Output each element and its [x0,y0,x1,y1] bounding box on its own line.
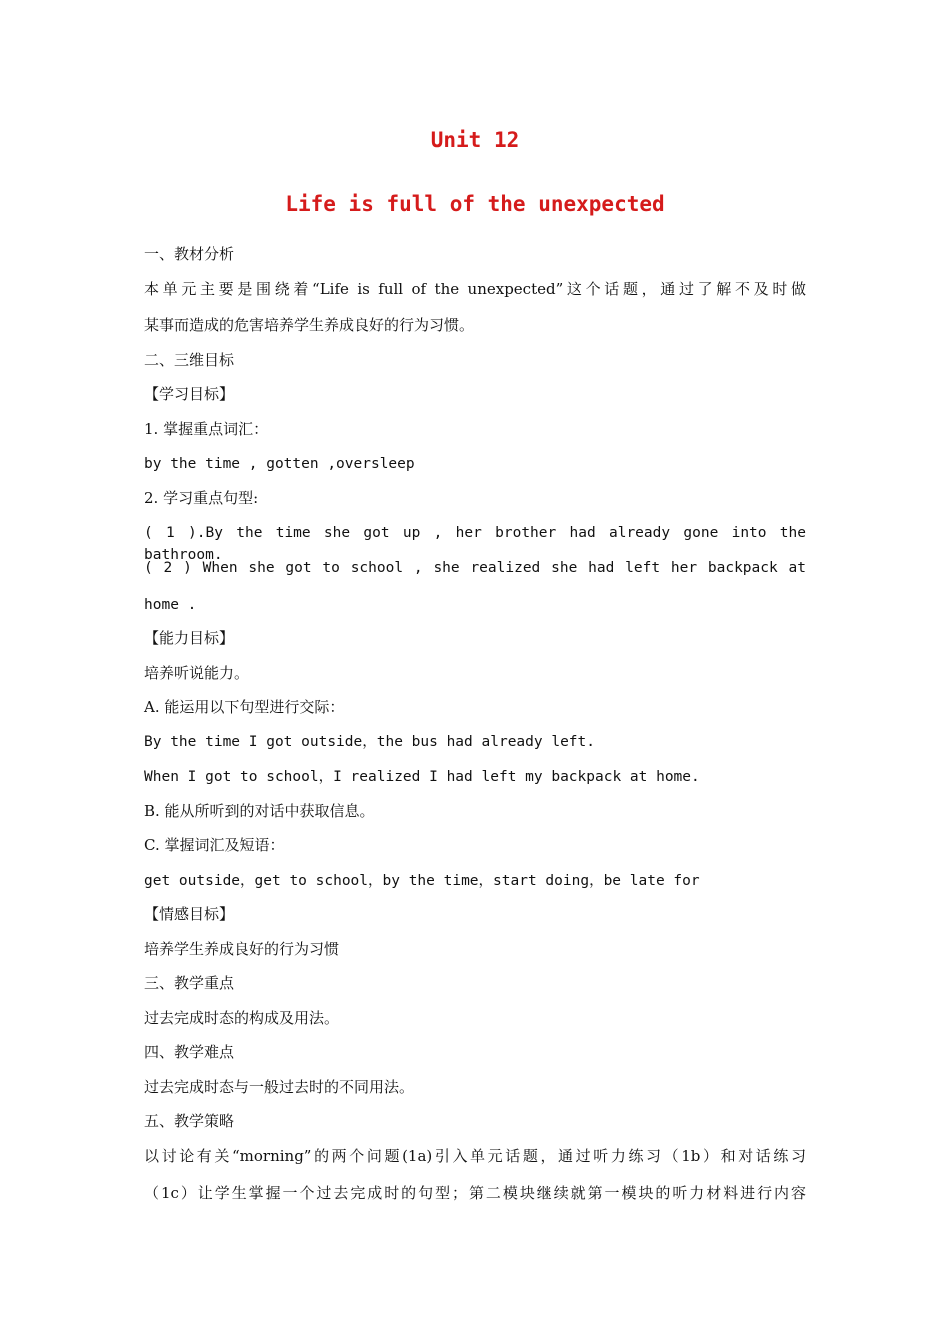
list-item: B. 能从所听到的对话中获取信息。 [144,802,375,820]
section-heading-4: 四、教学难点 [144,1043,235,1061]
paragraph-line: 以讨论有关“morning”的两个问题(1a)引入单元话题，通过听力练习（1b）和对话练习 [144,1147,806,1165]
list-item: C. 掌握词汇及短语： [144,836,285,854]
subsection-heading: 【能力目标】 [144,629,235,647]
paragraph-line: 培养学生养成良好的行为习惯 [144,940,340,958]
list-item: 1. 掌握重点词汇： [144,420,269,438]
sentence-line: ( 1 ).By the time she got up , her brother had already gone into the bathroom. [144,525,806,563]
section-heading-2: 二、三维目标 [144,351,235,369]
sentence-line: ( 2 ) When she got to school , she realized she had left her backpack at [144,560,806,576]
sentence-line: When I got to school，I realized I had left my backpack at home. [144,769,700,785]
section-heading-1: 一、教材分析 [144,245,235,263]
list-item: A. 能运用以下句型进行交际： [144,698,345,716]
paragraph-line: 某事而造成的危害培养学生养成良好的行为习惯。 [144,316,475,334]
vocabulary-line: by the time , gotten ,oversleep [144,456,415,472]
phrase-line: get outside，get to school，by the time，start doing，be late for [144,873,700,889]
subsection-heading: 【学习目标】 [144,385,235,403]
unit-title: Unit 12 [430,128,520,152]
paragraph-line: 本单元主要是围绕着“Life is full of the unexpected”这个话题，通过了解不及时做 [144,280,806,298]
sentence-line: home . [144,597,197,613]
section-heading-3: 三、教学重点 [144,974,235,992]
sentence-line: By the time I got outside，the bus had already left. [144,734,595,750]
subsection-heading: 【情感目标】 [144,905,235,923]
list-item: 2. 学习重点句型: [144,489,259,507]
unit-subtitle: Life is full of the unexpected [285,192,665,216]
paragraph-line: 过去完成时态的构成及用法。 [144,1009,340,1027]
section-heading-5: 五、教学策略 [144,1112,235,1130]
paragraph-line: （1c）让学生掌握一个过去完成时的句型；第二模块继续就第一模块的听力材料进行内容 [144,1184,806,1202]
paragraph-line: 过去完成时态与一般过去时的不同用法。 [144,1078,415,1096]
paragraph-line: 培养听说能力。 [144,664,250,682]
